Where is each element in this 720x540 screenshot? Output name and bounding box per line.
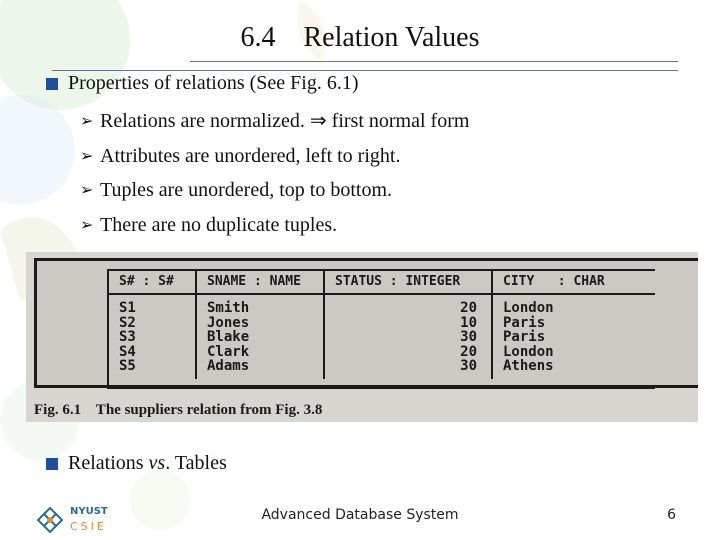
column-header: SNAME : NAME xyxy=(197,271,325,295)
table-cell: S3 xyxy=(119,329,136,345)
table-cell: S2 xyxy=(119,314,136,331)
column-city xyxy=(493,261,655,385)
table-cell: 20 xyxy=(460,343,477,360)
sublist-item-text: There are no duplicate tuples. xyxy=(100,213,338,236)
bullet-text-part: Relations xyxy=(68,452,149,474)
square-bullet-icon xyxy=(46,458,58,470)
logo-text: CSIE xyxy=(70,520,107,533)
square-bullet-icon xyxy=(46,78,58,90)
column-sname xyxy=(197,261,325,385)
properties-sublist xyxy=(80,104,469,242)
column-header: CITY : CHAR xyxy=(493,271,655,295)
bullet-text-part: . Tables xyxy=(165,452,227,474)
table-cell: Paris xyxy=(503,329,546,345)
figure-caption: Fig. 6.1 The suppliers relation from Fig. 3.8 xyxy=(34,402,323,418)
suppliers-table xyxy=(34,258,698,388)
bullet-relations-vs-tables xyxy=(46,452,227,475)
table-cell: S1 xyxy=(119,300,136,316)
title-divider-upper xyxy=(190,61,678,62)
slide-title: 6.4 Relation Values xyxy=(240,22,480,53)
table-cell: S4 xyxy=(119,343,136,360)
arrow-bullet-icon: ➢ xyxy=(80,111,94,131)
sublist-item-text: Tuples are unordered, top to bottom. xyxy=(100,179,393,202)
column-values xyxy=(503,301,645,374)
table-cell: 30 xyxy=(460,329,477,345)
sublist-item xyxy=(80,208,469,243)
table-cell: Paris xyxy=(503,314,546,331)
column-header: S# : S# xyxy=(109,271,197,295)
arrow-bullet-icon: ➢ xyxy=(80,214,94,234)
column-values xyxy=(119,301,187,374)
footer-course-name: Advanced Database System xyxy=(261,507,459,523)
sublist-item xyxy=(80,173,469,208)
table-cell: Athens xyxy=(503,358,554,374)
table-cell: London xyxy=(503,343,554,360)
bullet-properties-text: Properties of relations (See Fig. 6.1) xyxy=(68,72,359,94)
column-status xyxy=(325,261,493,385)
bullet-text-italic: vs xyxy=(148,452,166,474)
column-values xyxy=(207,301,315,374)
table-cell: 20 xyxy=(460,300,477,316)
table-cell: Smith xyxy=(207,300,250,316)
bullet-relations-text xyxy=(68,452,227,475)
column-header: STATUS : INTEGER xyxy=(325,271,493,295)
table-cell: London xyxy=(503,300,554,316)
logo-text: NYUST xyxy=(70,506,108,517)
table-cell: Adams xyxy=(207,358,250,374)
arrow-bullet-icon: ➢ xyxy=(80,180,94,200)
column-snum xyxy=(109,261,197,385)
title-divider-lower xyxy=(52,70,678,71)
table-cell: Jones xyxy=(207,314,250,331)
column-values xyxy=(335,301,477,374)
table-cell: Clark xyxy=(207,343,250,360)
sublist-item-text: Attributes are unordered, left to right. xyxy=(100,144,401,167)
page-number: 6 xyxy=(667,507,676,523)
sublist-item-text: Relations are normalized. ⇒ first normal form xyxy=(100,110,470,133)
table-cell: Blake xyxy=(207,329,250,345)
bullet-properties xyxy=(46,72,359,95)
arrow-bullet-icon: ➢ xyxy=(80,145,94,165)
suppliers-relation-figure xyxy=(26,252,698,422)
sublist-item xyxy=(80,104,469,139)
table-cell: S5 xyxy=(119,358,136,374)
table-cell: 30 xyxy=(460,358,477,374)
sublist-item xyxy=(80,139,469,174)
table-cell: 10 xyxy=(460,314,477,331)
